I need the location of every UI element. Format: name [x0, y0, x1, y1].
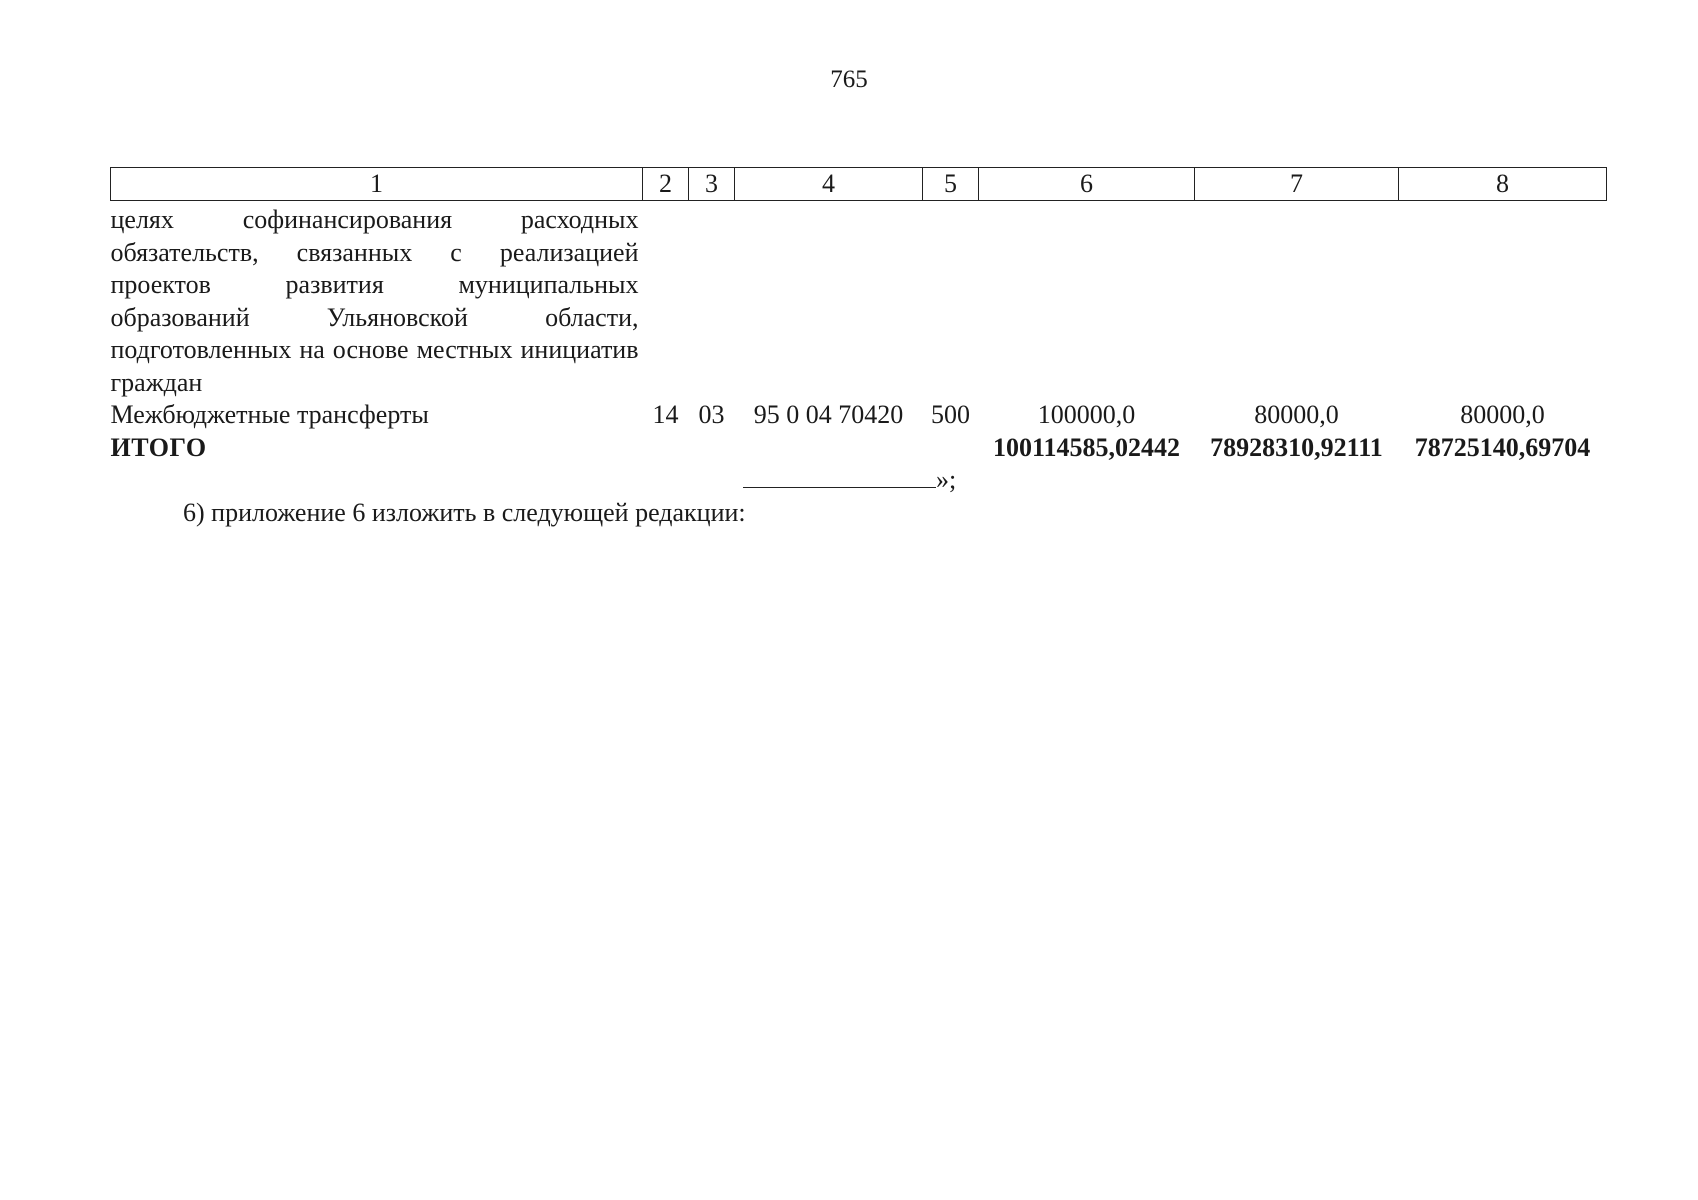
page-number: 765 [830, 66, 868, 93]
row-expense-type-code: 500 [931, 400, 970, 429]
total-amount-year-3: 78725140,69704 [1414, 433, 1591, 462]
closing-quote: »; [936, 465, 957, 494]
column-header-6: 6 [979, 168, 1195, 201]
row-section-code: 14 [652, 400, 679, 429]
column-header-8: 8 [1399, 168, 1607, 201]
total-amount-year-1: 100114585,02442 [992, 433, 1181, 462]
budget-table [110, 167, 1607, 465]
column-header-3: 3 [689, 168, 735, 201]
column-header-1: 1 [111, 168, 643, 201]
row-subsection-code: 03 [698, 400, 725, 429]
row-amount-year-1: 100000,0 [1037, 400, 1136, 429]
closing-mark [743, 463, 956, 495]
total-amount-year-2: 78928310,92111 [1210, 433, 1383, 462]
total-label: ИТОГО [110, 433, 207, 462]
row-amount-year-2: 80000,0 [1254, 400, 1339, 429]
table-row [111, 201, 1607, 400]
column-header-5: 5 [923, 168, 979, 201]
table-row [111, 399, 1607, 431]
row-target-article-code: 95 0 04 70420 [753, 400, 904, 429]
column-header-7: 7 [1195, 168, 1399, 201]
column-header-4: 4 [735, 168, 923, 201]
row-name: Межбюджетные трансферты [110, 400, 429, 429]
signature-rule [743, 463, 936, 488]
row-description-continued: целях софинансирования расходных обязательств, связанных с реализацией проектов развития муниципальных образований Ульяновской области, подготовленных на основе местных инициатив граждан [110, 205, 639, 397]
next-amendment-item: 6) приложение 6 изложить в следующей редакции: [183, 498, 746, 527]
table-header-row [111, 168, 1607, 201]
row-amount-year-3: 80000,0 [1460, 400, 1545, 429]
total-row [111, 431, 1607, 465]
column-header-2: 2 [643, 168, 689, 201]
